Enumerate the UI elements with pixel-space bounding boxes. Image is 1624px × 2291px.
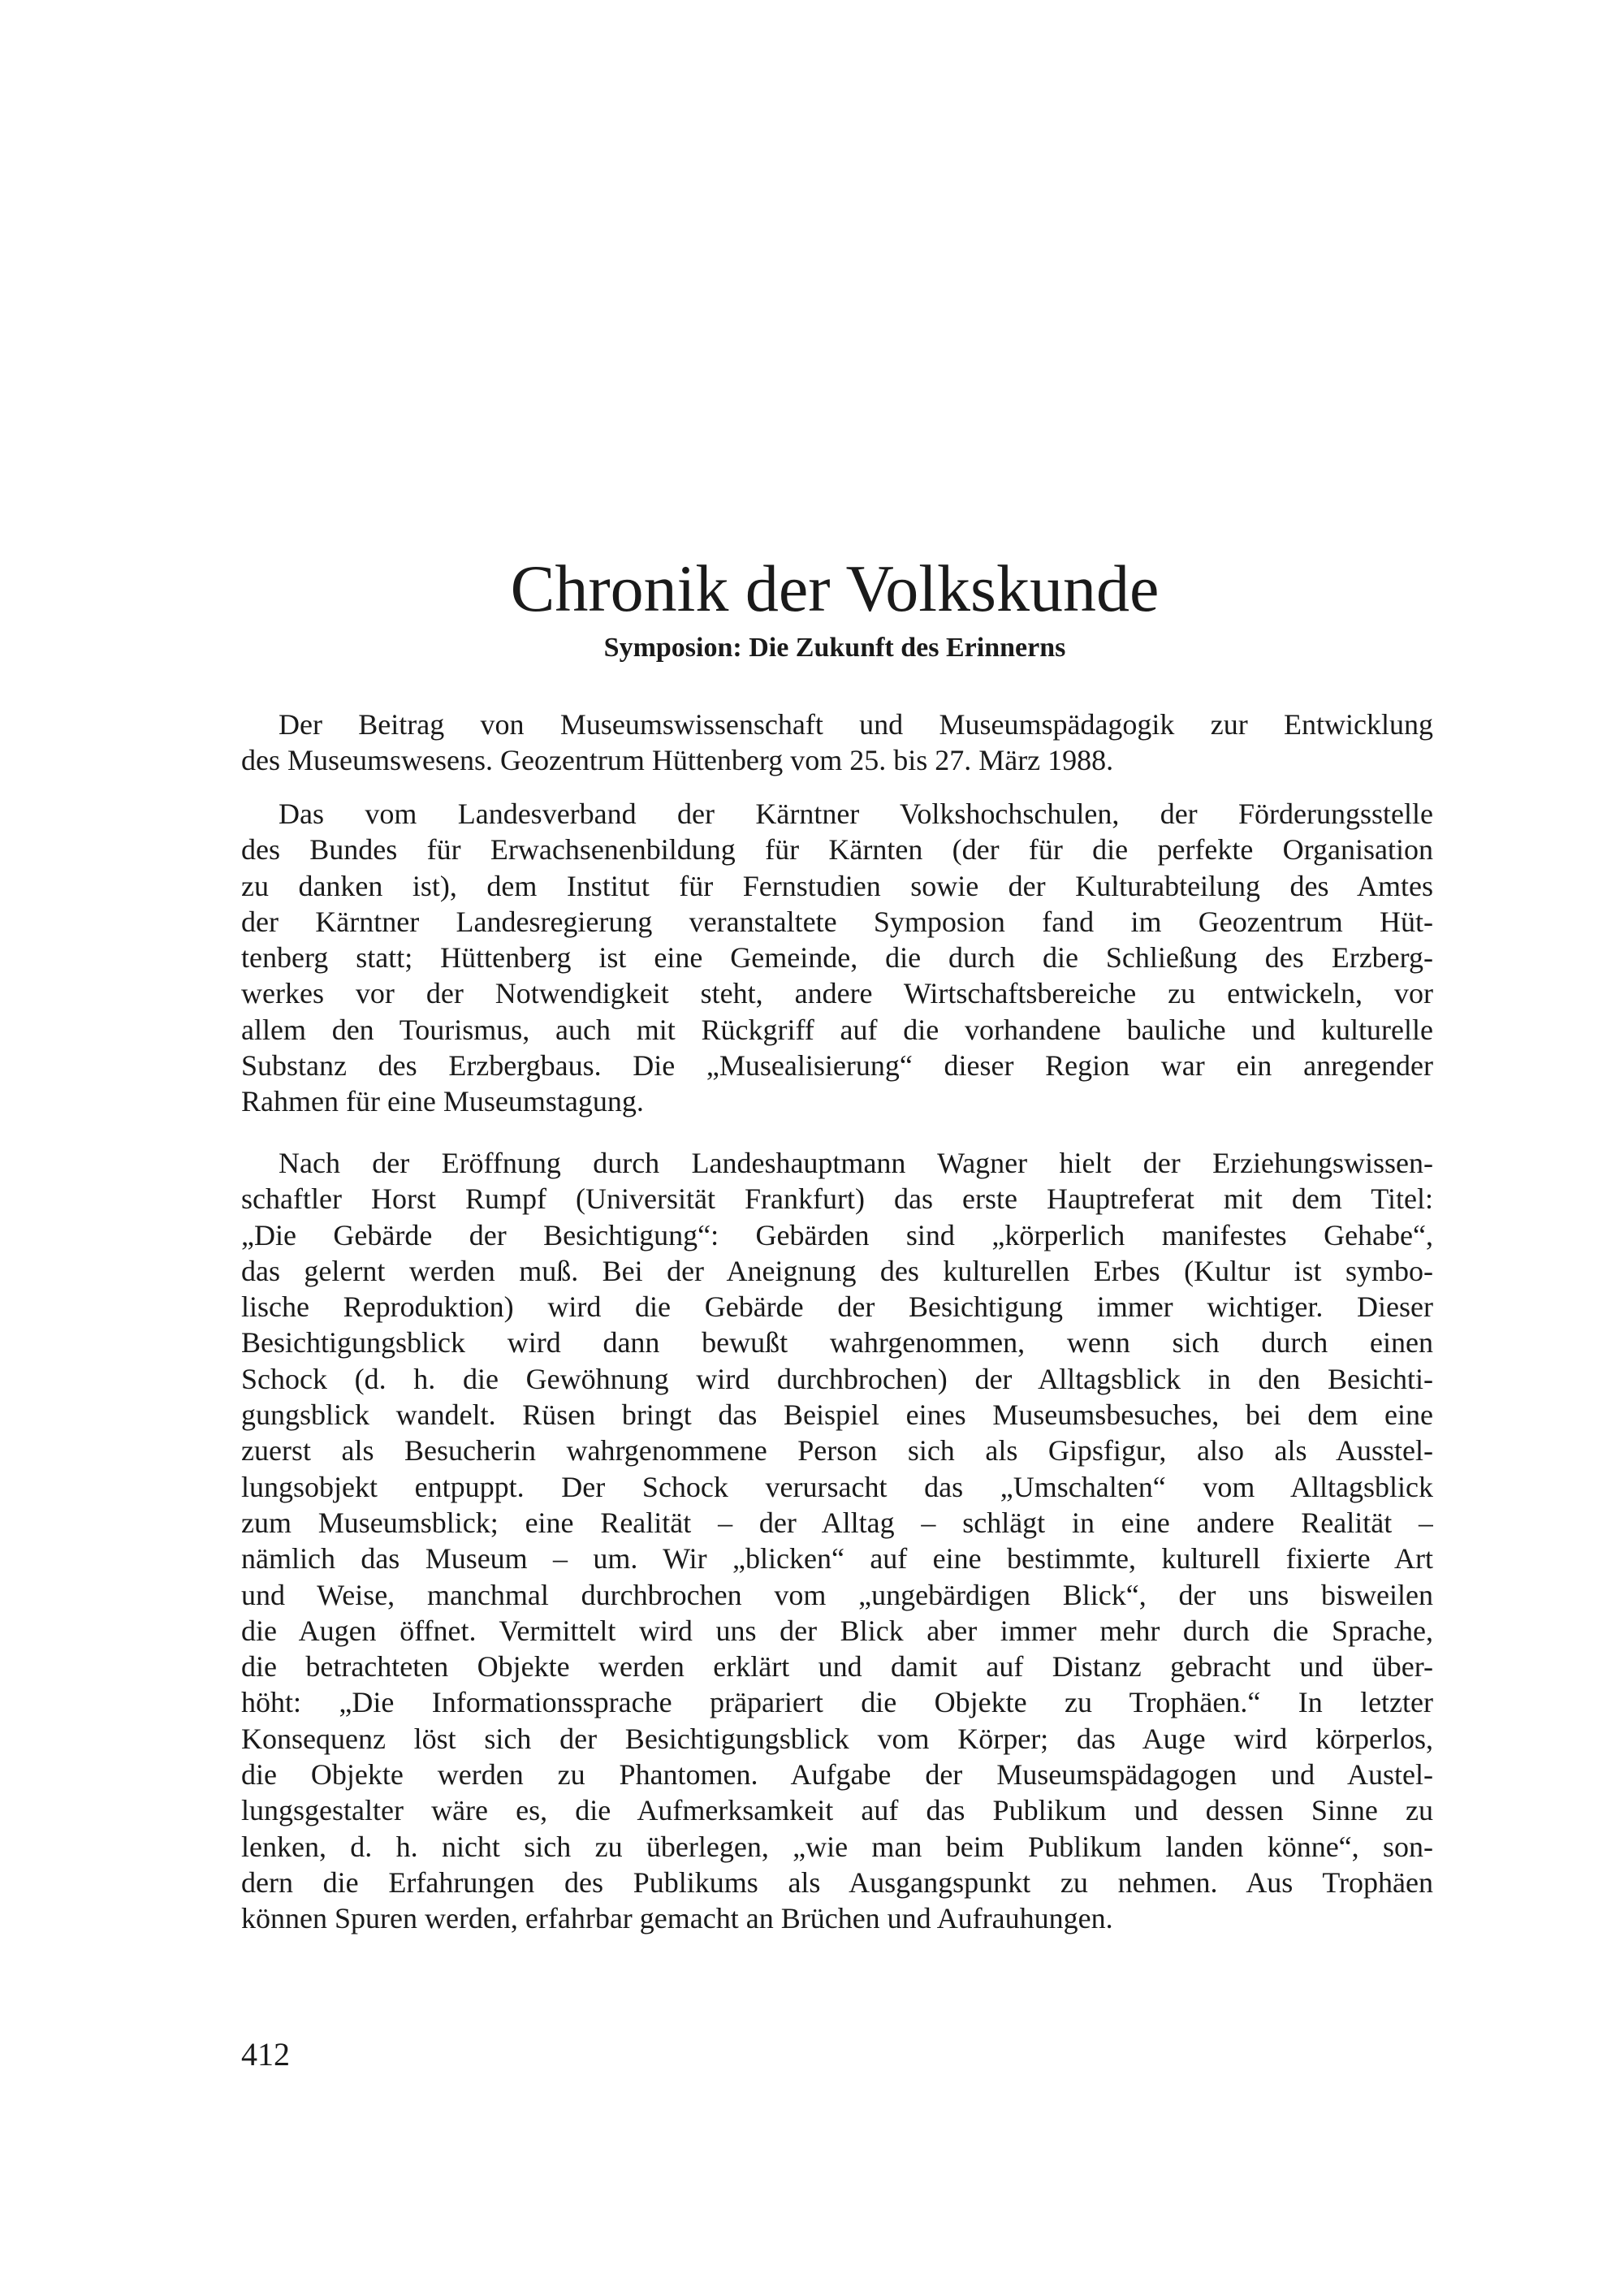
text-line: „Die Gebärde der Besichtigung“: Gebärden sind „körperlich manifestes Gehabe“, <box>241 1218 1433 1251</box>
text-line: lungsgestalter wäre es, die Aufmerksamkeit auf das Publikum und dessen Sinne zu <box>241 1794 1433 1827</box>
text-line: die betrachteten Objekte werden erklärt und damit auf Distanz gebracht und über- <box>241 1650 1433 1684</box>
text-line: höht: „Die Informationssprache präpariert die Objekte zu Trophäen.“ In letzter <box>241 1686 1433 1719</box>
text-line: Das vom Landesverband der Kärntner Volkshochschulen, der Förderungsstelle <box>279 798 1433 830</box>
text-line: Schock (d. h. die Gewöhnung wird durchbrochen) der Alltagsblick in den Besichti- <box>241 1362 1433 1395</box>
text-line: des Museumswesens. Geozentrum Hüttenberg vom 25. bis 27. März 1988. <box>241 744 1114 777</box>
text-line: Besichtigungsblick wird dann bewußt wahrgenommen, wenn sich durch einen <box>241 1326 1433 1359</box>
text-line: Konsequenz löst sich der Besichtigungsblick vom Körper; das Auge wird körperlos, <box>241 1722 1433 1755</box>
text-line: der Kärntner Landesregierung veranstaltete Symposion fand im Geozentrum Hüt- <box>241 905 1433 938</box>
text-line: werkes vor der Notwendigkeit steht, andere Wirtschaftsbereiche zu entwickeln, vor <box>241 977 1433 1010</box>
text-line: Rahmen für eine Museumstagung. <box>241 1085 644 1118</box>
section-subtitle: Symposion: Die Zukunft des Erinnerns <box>603 633 1066 663</box>
text-line: können Spuren werden, erfahrbar gemacht an Brüchen und Aufrauhungen. <box>241 1902 1113 1935</box>
text-line: zum Museumsblick; eine Realität – der Alltag – schlägt in eine andere Realität – <box>241 1506 1433 1539</box>
text-line: nämlich das Museum – um. Wir „blicken“ auf eine bestimmte, kulturell fixierte Art <box>241 1542 1433 1576</box>
text-line: des Bundes für Erwachsenenbildung für Kärnten (der für die perfekte Organisation <box>241 833 1433 867</box>
page-title: Chronik der Volkskunde <box>510 551 1160 625</box>
text-line: gungsblick wandelt. Rüsen bringt das Beispiel eines Museumsbesuches, bei dem eine <box>241 1398 1433 1432</box>
text-line: allem den Tourismus, auch mit Rückgriff auf die vorhandene bauliche und kulturelle <box>241 1013 1433 1046</box>
text-line: und Weise, manchmal durchbrochen vom „ungebärdigen Blick“, der uns bisweilen <box>241 1578 1433 1611</box>
text-line: Substanz des Erzbergbaus. Die „Musealisierung“ dieser Region war ein anregender <box>241 1049 1433 1083</box>
text-line: Nach der Eröffnung durch Landeshauptmann Wagner hielt der Erziehungswissen- <box>279 1147 1433 1179</box>
paragraph-intro <box>241 707 1433 779</box>
text-line: lungsobjekt entpuppt. Der Schock verursacht das „Umschalten“ vom Alltagsblick <box>241 1470 1433 1503</box>
paragraph-lecture-summary <box>241 1145 1433 1937</box>
text-line: die Objekte werden zu Phantomen. Aufgabe der Museumspädagogen und Austel- <box>241 1758 1433 1792</box>
text-line: das gelernt werden muß. Bei der Aneignung des kulturellen Erbes (Kultur ist symbo- <box>241 1254 1433 1287</box>
text-line: tenberg statt; Hüttenberg ist eine Gemeinde, die durch die Schließung des Erzberg- <box>241 941 1433 975</box>
text-line: zu danken ist), dem Institut für Fernstudien sowie der Kulturabteilung des Amtes <box>241 869 1433 902</box>
text-line: zuerst als Besucherin wahrgenommene Person sich als Gipsfigur, also als Ausstel- <box>241 1434 1433 1468</box>
text-line: die Augen öffnet. Vermittelt wird uns der Blick aber immer mehr durch die Sprache, <box>241 1614 1433 1647</box>
text-line: lische Reproduktion) wird die Gebärde der Besichtigung immer wichtiger. Dieser <box>241 1290 1433 1324</box>
text-line: schaftler Horst Rumpf (Universität Frankfurt) das erste Hauptreferat mit dem Titel: <box>241 1182 1433 1216</box>
text-line: lenken, d. h. nicht sich zu überlegen, „wie man beim Publikum landen könne“, son- <box>241 1830 1433 1863</box>
text-line: dern die Erfahrungen des Publikums als Ausgangspunkt zu nehmen. Aus Trophäen <box>241 1865 1433 1899</box>
paragraph-organizers <box>241 796 1433 1120</box>
text-line: Der Beitrag von Museumswissenschaft und Museumspädagogik zur Entwicklung <box>279 708 1433 741</box>
page-number: 412 <box>241 2036 290 2073</box>
